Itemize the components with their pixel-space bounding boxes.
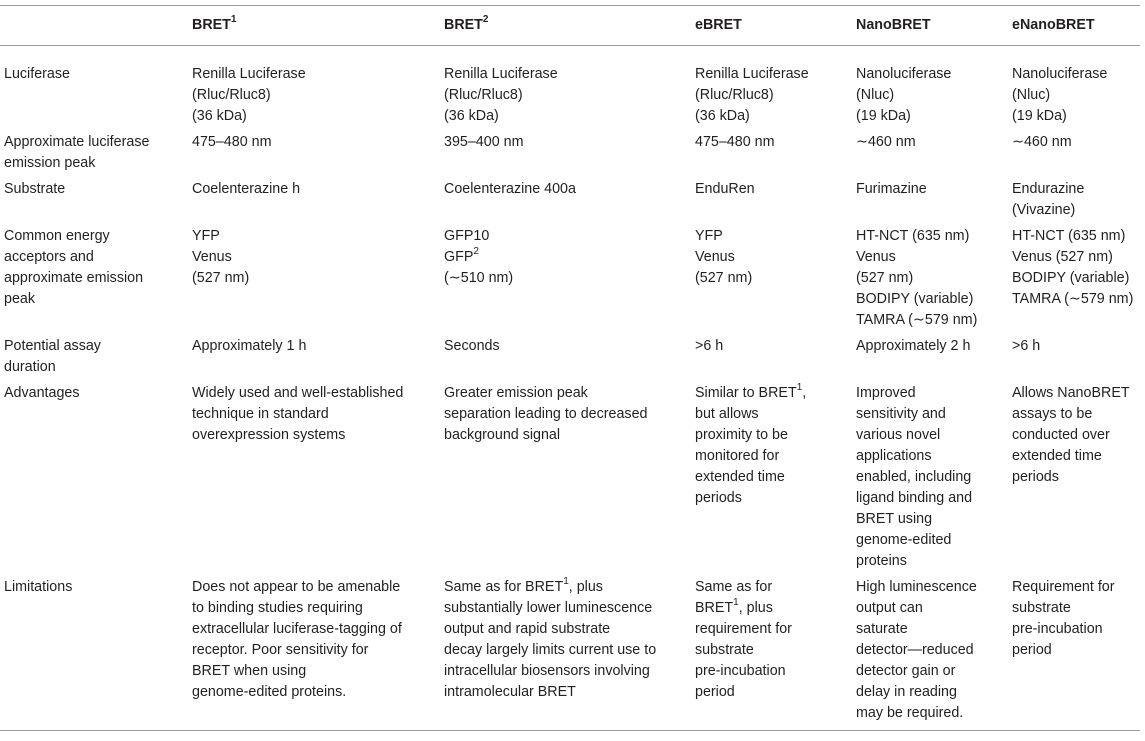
- cell-line: [1012, 247, 1140, 268]
- row-label: [0, 577, 191, 731]
- cell-line: [192, 598, 443, 619]
- cell-line: [856, 336, 1011, 357]
- header-superscript: 2: [482, 14, 489, 26]
- cell-text: (527 nm): [856, 270, 914, 286]
- cell-line: [192, 682, 443, 703]
- cell-line: [1012, 598, 1140, 619]
- cell-line: [695, 64, 855, 85]
- table-cell: [191, 577, 443, 731]
- cell-line: [444, 682, 694, 703]
- cell-line: [444, 85, 694, 106]
- table-cell: [1011, 336, 1140, 383]
- table-row: [0, 577, 1140, 731]
- cell-text: Does not appear to be amenable: [192, 579, 401, 595]
- cell-text: 475–480 nm: [192, 134, 272, 150]
- cell-line: [856, 703, 1011, 724]
- cell-text: Renilla Luciferase: [444, 66, 558, 82]
- cell-line: [856, 383, 1011, 404]
- header-cell-empty: [0, 6, 191, 46]
- cell-line: [856, 530, 1011, 551]
- cell-text: , plus: [568, 579, 603, 595]
- cell-line: [695, 247, 855, 268]
- superscript: 1: [796, 382, 803, 394]
- cell-text: extended time: [695, 469, 785, 485]
- cell-line: [1012, 200, 1140, 221]
- cell-text: (527 nm): [695, 270, 753, 286]
- cell-text: genome-edited proteins.: [192, 684, 347, 700]
- cell-line: [695, 336, 855, 357]
- cell-text: period: [695, 684, 735, 700]
- table-row: [0, 336, 1140, 383]
- header-text: NanoBRET: [856, 17, 931, 33]
- header-cell: [1011, 6, 1140, 46]
- cell-line: [1012, 446, 1140, 467]
- cell-line: [444, 425, 694, 446]
- header-text: eBRET: [695, 17, 742, 33]
- cell-text: HT-NCT (635 nm): [856, 228, 970, 244]
- cell-text: Coelenterazine h: [192, 181, 301, 197]
- cell-text: YFP: [192, 228, 220, 244]
- cell-text: GFP10: [444, 228, 490, 244]
- superscript: 1: [733, 597, 739, 609]
- row-label-line: peak: [4, 291, 36, 307]
- cell-text: extracellular luciferase-tagging of: [192, 621, 402, 637]
- cell-text: genome-edited: [856, 532, 952, 548]
- comparison-table: [0, 5, 1140, 731]
- table-cell: [694, 132, 855, 179]
- cell-line: [1012, 404, 1140, 425]
- cell-line: [1012, 425, 1140, 446]
- table-body: [0, 46, 1140, 731]
- cell-text: extended time: [1012, 448, 1102, 464]
- cell-text: (19 kDa): [1012, 108, 1067, 124]
- cell-line: [695, 682, 855, 703]
- superscript: 2: [473, 246, 479, 258]
- cell-text: (19 kDa): [856, 108, 911, 124]
- cell-line: [695, 467, 855, 488]
- row-label-line: Approximate luciferase: [4, 134, 150, 150]
- cell-line: [1012, 132, 1140, 153]
- row-label-line: Limitations: [4, 579, 73, 595]
- cell-line: [856, 577, 1011, 598]
- cell-text: Renilla Luciferase: [695, 66, 809, 82]
- cell-line: [856, 132, 1011, 153]
- cell-line: [192, 425, 443, 446]
- cell-line: [444, 132, 694, 153]
- cell-line: [856, 467, 1011, 488]
- cell-text: 395–400 nm: [444, 134, 524, 150]
- cell-line: [1012, 268, 1140, 289]
- cell-line: [192, 64, 443, 85]
- table-cell: [855, 383, 1011, 577]
- cell-text: (Rluc/Rluc8): [444, 87, 523, 103]
- cell-line: [695, 577, 855, 598]
- table-row: [0, 179, 1140, 226]
- cell-line: [192, 640, 443, 661]
- table-cell: [855, 226, 1011, 336]
- cell-line: [444, 268, 694, 289]
- cell-text: monitored for: [695, 448, 780, 464]
- cell-text: delay in reading: [856, 684, 957, 700]
- cell-text: EnduRen: [695, 181, 755, 197]
- cell-text: TAMRA (∼579 nm): [1012, 291, 1134, 307]
- cell-text: BRET: [695, 600, 734, 616]
- header-cell: [443, 6, 694, 46]
- table-cell: [1011, 226, 1140, 336]
- superscript: 1: [563, 576, 569, 588]
- cell-line: [856, 551, 1011, 572]
- cell-text: Venus: [695, 249, 735, 265]
- cell-line: [444, 106, 694, 127]
- cell-line: [444, 404, 694, 425]
- cell-line: [1012, 577, 1140, 598]
- table-cell: [443, 383, 694, 577]
- cell-text: enabled, including: [856, 469, 972, 485]
- cell-text: (∼510 nm): [444, 270, 514, 286]
- cell-line: [856, 310, 1011, 331]
- cell-text: substantially lower luminescence: [444, 600, 653, 616]
- header-row: [0, 6, 1140, 46]
- table-cell: [694, 179, 855, 226]
- table-cell: [694, 226, 855, 336]
- cell-text: Venus: [856, 249, 896, 265]
- cell-line: [444, 640, 694, 661]
- cell-line: [695, 661, 855, 682]
- cell-line: [444, 336, 694, 357]
- table-cell: [694, 577, 855, 731]
- table-cell: [694, 336, 855, 383]
- cell-text: TAMRA (∼579 nm): [856, 312, 978, 328]
- header-text: BRET: [444, 17, 483, 33]
- table-cell: [694, 46, 855, 133]
- row-label-line: approximate emission: [4, 270, 144, 286]
- row-label-line: Potential assay: [4, 338, 101, 354]
- table-cell: [855, 132, 1011, 179]
- table-cell: [443, 132, 694, 179]
- cell-line: [444, 619, 694, 640]
- cell-line: [1012, 336, 1140, 357]
- cell-text: separation leading to decreased: [444, 406, 648, 422]
- cell-line: [1012, 106, 1140, 127]
- cell-text: ∼460 nm: [1012, 134, 1072, 150]
- cell-text: decay largely limits current use to: [444, 642, 657, 658]
- table-header: [0, 6, 1140, 46]
- cell-line: [192, 577, 443, 598]
- cell-text: Nanoluciferase: [856, 66, 952, 82]
- header-text: BRET: [192, 17, 231, 33]
- row-label: [0, 46, 191, 133]
- cell-line: [192, 619, 443, 640]
- table-cell: [191, 226, 443, 336]
- cell-text: periods: [695, 490, 742, 506]
- cell-text: Requirement for: [1012, 579, 1115, 595]
- cell-line: [695, 85, 855, 106]
- cell-text: ∼460 nm: [856, 134, 916, 150]
- cell-text: sensitivity and: [856, 406, 946, 422]
- cell-line: [856, 268, 1011, 289]
- cell-text: Venus: [192, 249, 232, 265]
- cell-text: Approximately 1 h: [192, 338, 307, 354]
- table-cell: [1011, 179, 1140, 226]
- cell-text: Nanoluciferase: [1012, 66, 1108, 82]
- cell-line: [856, 226, 1011, 247]
- cell-line: [856, 446, 1011, 467]
- cell-line: [695, 425, 855, 446]
- table-cell: [694, 383, 855, 577]
- cell-text: Similar to BRET: [695, 385, 797, 401]
- cell-line: [192, 179, 443, 200]
- cell-line: [695, 268, 855, 289]
- cell-line: [856, 488, 1011, 509]
- table-cell: [191, 383, 443, 577]
- cell-line: [695, 226, 855, 247]
- table-cell: [443, 226, 694, 336]
- cell-text: substrate: [695, 642, 754, 658]
- cell-text: Allows NanoBRET: [1012, 385, 1130, 401]
- cell-text: GFP: [444, 249, 474, 265]
- cell-text: output and rapid substrate: [444, 621, 611, 637]
- cell-line: [856, 682, 1011, 703]
- row-label-line: duration: [4, 359, 56, 375]
- cell-text: >6 h: [695, 338, 724, 354]
- table-cell: [443, 179, 694, 226]
- cell-text: Same as for BRET: [444, 579, 564, 595]
- header-text: eNanoBRET: [1012, 17, 1095, 33]
- cell-line: [856, 247, 1011, 268]
- cell-text: but allows: [695, 406, 759, 422]
- cell-text: >6 h: [1012, 338, 1041, 354]
- cell-text: Widely used and well-established: [192, 385, 404, 401]
- cell-text: pre-incubation: [695, 663, 786, 679]
- cell-line: [444, 383, 694, 404]
- cell-line: [856, 619, 1011, 640]
- header-cell: [191, 6, 443, 46]
- table-cell: [191, 179, 443, 226]
- cell-line: [444, 226, 694, 247]
- cell-text: (36 kDa): [444, 108, 499, 124]
- cell-line: [192, 268, 443, 289]
- cell-text: various novel: [856, 427, 941, 443]
- cell-line: [695, 179, 855, 200]
- cell-line: [695, 404, 855, 425]
- cell-line: [192, 226, 443, 247]
- cell-text: Venus (527 nm): [1012, 249, 1113, 265]
- row-label-line: Common energy: [4, 228, 110, 244]
- cell-text: background signal: [444, 427, 561, 443]
- cell-text: output can: [856, 600, 923, 616]
- row-label-line: Luciferase: [4, 66, 70, 82]
- table-row: [0, 132, 1140, 179]
- cell-text: detector gain or: [856, 663, 956, 679]
- table-cell: [1011, 577, 1140, 731]
- cell-text: (Rluc/Rluc8): [192, 87, 271, 103]
- cell-text: Greater emission peak: [444, 385, 588, 401]
- cell-text: proximity to be: [695, 427, 788, 443]
- cell-line: [1012, 289, 1140, 310]
- cell-text: (36 kDa): [695, 108, 750, 124]
- row-label: [0, 132, 191, 179]
- cell-text: High luminescence: [856, 579, 977, 595]
- cell-text: requirement for: [695, 621, 792, 637]
- cell-line: [1012, 383, 1140, 404]
- cell-text: Seconds: [444, 338, 500, 354]
- header-cell: [855, 6, 1011, 46]
- cell-text: Approximately 2 h: [856, 338, 971, 354]
- cell-line: [192, 336, 443, 357]
- cell-text: overexpression systems: [192, 427, 346, 443]
- row-label-line: Advantages: [4, 385, 80, 401]
- table-cell: [443, 46, 694, 133]
- cell-text: (Rluc/Rluc8): [695, 87, 774, 103]
- cell-line: [856, 85, 1011, 106]
- cell-line: [856, 64, 1011, 85]
- cell-line: [192, 247, 443, 268]
- cell-text: ligand binding and: [856, 490, 973, 506]
- table-cell: [1011, 46, 1140, 133]
- cell-line: [444, 64, 694, 85]
- table-cell: [443, 336, 694, 383]
- header-cell: [694, 6, 855, 46]
- table-cell: [855, 46, 1011, 133]
- cell-line: [695, 132, 855, 153]
- cell-line: [856, 661, 1011, 682]
- table-cell: [191, 132, 443, 179]
- cell-text: to binding studies requiring: [192, 600, 363, 616]
- cell-text: saturate: [856, 621, 908, 637]
- cell-line: [695, 383, 855, 404]
- cell-text: detector—reduced: [856, 642, 974, 658]
- cell-text: proteins: [856, 553, 907, 569]
- cell-line: [1012, 640, 1140, 661]
- cell-line: [856, 404, 1011, 425]
- cell-text: BRET using: [856, 511, 933, 527]
- cell-text: Improved: [856, 385, 916, 401]
- row-label: [0, 336, 191, 383]
- cell-text: (Vivazine): [1012, 202, 1076, 218]
- cell-line: [192, 85, 443, 106]
- cell-line: [856, 289, 1011, 310]
- cell-line: [1012, 179, 1140, 200]
- cell-line: [856, 509, 1011, 530]
- cell-text: HT-NCT (635 nm): [1012, 228, 1126, 244]
- cell-text: BODIPY (variable): [856, 291, 974, 307]
- cell-line: [695, 619, 855, 640]
- cell-line: [856, 106, 1011, 127]
- cell-text: applications: [856, 448, 932, 464]
- cell-text: assays to be: [1012, 406, 1093, 422]
- table-cell: [191, 336, 443, 383]
- table-cell: [855, 179, 1011, 226]
- table-row: [0, 46, 1140, 133]
- cell-text: receptor. Poor sensitivity for: [192, 642, 369, 658]
- cell-text: conducted over: [1012, 427, 1110, 443]
- cell-line: [695, 106, 855, 127]
- cell-line: [695, 488, 855, 509]
- cell-text: Same as for: [695, 579, 773, 595]
- table-row: [0, 383, 1140, 577]
- cell-text: pre-incubation: [1012, 621, 1103, 637]
- cell-text: intramolecular BRET: [444, 684, 576, 700]
- row-label-line: emission peak: [4, 155, 96, 171]
- cell-line: [444, 577, 694, 598]
- cell-line: [695, 446, 855, 467]
- table-cell: [855, 577, 1011, 731]
- cell-line: [856, 640, 1011, 661]
- cell-line: [1012, 467, 1140, 488]
- cell-line: [444, 179, 694, 200]
- cell-text: (527 nm): [192, 270, 250, 286]
- cell-line: [1012, 85, 1140, 106]
- cell-line: [1012, 226, 1140, 247]
- cell-line: [444, 661, 694, 682]
- cell-line: [444, 598, 694, 619]
- cell-text: (36 kDa): [192, 108, 247, 124]
- cell-text: may be required.: [856, 705, 964, 721]
- cell-text: Endurazine: [1012, 181, 1085, 197]
- cell-line: [695, 598, 855, 619]
- table-cell: [191, 46, 443, 133]
- row-label: [0, 383, 191, 577]
- cell-line: [1012, 619, 1140, 640]
- cell-text: (Nluc): [856, 87, 895, 103]
- cell-line: [1012, 64, 1140, 85]
- cell-text: 475–480 nm: [695, 134, 775, 150]
- cell-text: (Nluc): [1012, 87, 1051, 103]
- cell-text: BRET when using: [192, 663, 307, 679]
- cell-text: substrate: [1012, 600, 1071, 616]
- cell-line: [192, 404, 443, 425]
- cell-line: [695, 640, 855, 661]
- cell-line: [192, 383, 443, 404]
- header-superscript: 1: [230, 14, 237, 26]
- cell-text: Renilla Luciferase: [192, 66, 306, 82]
- table-cell: [443, 577, 694, 731]
- cell-text: Furimazine: [856, 181, 927, 197]
- cell-text: YFP: [695, 228, 723, 244]
- table-row: [0, 226, 1140, 336]
- table-cell: [855, 336, 1011, 383]
- cell-line: [192, 661, 443, 682]
- cell-text: , plus: [738, 600, 773, 616]
- cell-text: BODIPY (variable): [1012, 270, 1130, 286]
- cell-text: period: [1012, 642, 1052, 658]
- table-cell: [1011, 132, 1140, 179]
- cell-text: intracellular biosensors involving: [444, 663, 650, 679]
- cell-text: periods: [1012, 469, 1059, 485]
- cell-text: ,: [802, 385, 807, 401]
- table-cell: [1011, 383, 1140, 577]
- row-label-line: acceptors and: [4, 249, 94, 265]
- cell-line: [444, 247, 694, 268]
- cell-line: [192, 106, 443, 127]
- cell-line: [856, 598, 1011, 619]
- cell-line: [856, 179, 1011, 200]
- row-label: [0, 226, 191, 336]
- cell-line: [856, 425, 1011, 446]
- row-label: [0, 179, 191, 226]
- cell-line: [192, 132, 443, 153]
- cell-text: Coelenterazine 400a: [444, 181, 576, 197]
- row-label-line: Substrate: [4, 181, 66, 197]
- cell-text: technique in standard: [192, 406, 329, 422]
